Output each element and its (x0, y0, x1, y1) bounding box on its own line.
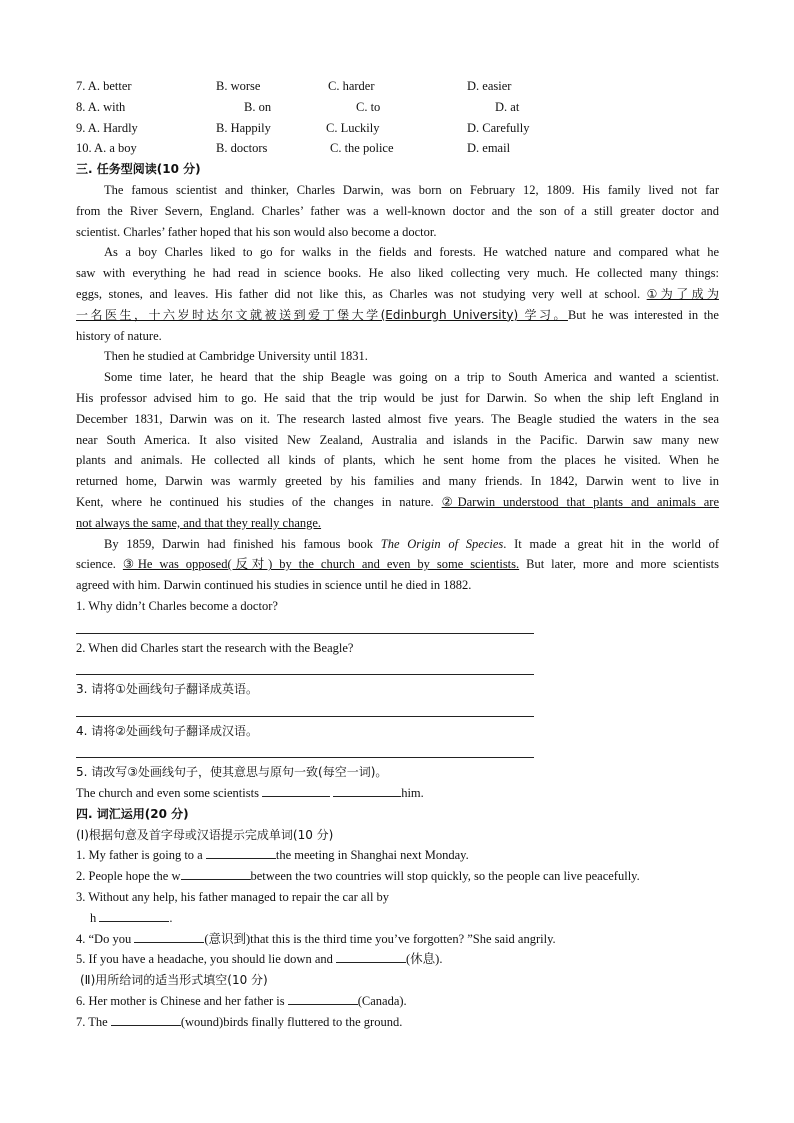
item-text: 7. The (76, 1014, 108, 1029)
question-3: 3. 请将①处画线句子翻译成英语。 (76, 682, 259, 697)
answer-line-4[interactable] (76, 742, 719, 763)
passage-line: plants and animals. He collected all kinds of plants, which he sent home from the places he visited. When he (76, 453, 719, 468)
vocab-item-2 (76, 866, 719, 887)
passage-line (76, 554, 719, 575)
vocab-item-1 (76, 845, 719, 866)
passage-line: history of nature. (76, 328, 162, 343)
option-d: D. at (495, 99, 520, 114)
mcq-row-7 (76, 76, 719, 97)
fill-blank[interactable] (336, 950, 406, 963)
question-5-fill (76, 783, 719, 804)
question-4: 4. 请将②处画线句子翻译成汉语。 (76, 723, 259, 738)
book-title: The Origin of Species (380, 536, 504, 551)
passage-line: The famous scientist and thinker, Charles Darwin, was born on February 12, 1809. His family lived not far (104, 182, 719, 197)
vocab-item-3: 3. Without any help, his father managed to repair the car all by (76, 890, 390, 905)
item-text: 5. If you have a headache, you should lie down and (76, 952, 333, 967)
option-a: 9. A. Hardly (76, 120, 138, 135)
option-b: B. Happily (216, 120, 271, 135)
passage-line: agreed with him. Darwin continued his studies in science until he died in 1882. (76, 578, 472, 593)
passage-line: returned home, Darwin was warmly greeted by his families and many friends. In 1842, Darwin went to live in (76, 474, 719, 489)
vocab-item-6 (76, 991, 719, 1012)
mcq-row-10 (76, 138, 719, 159)
item-text: (Canada). (357, 994, 407, 1009)
fill-blank-1[interactable] (262, 784, 330, 797)
option-d: D. easier (467, 79, 512, 93)
section-3-heading: 三. 任务型阅读(10 分) (76, 162, 201, 177)
passage-text: But later, more and more scientists (519, 557, 719, 572)
passage-text: science. (76, 557, 123, 572)
fill-blank-2[interactable] (333, 784, 401, 797)
passage-text: Kent, where he continued his studies of the changes in nature. (76, 494, 442, 509)
answer-line-3[interactable] (76, 700, 719, 721)
underlined-sentence-1: ①为了成为 (646, 286, 719, 301)
item-text: 2. People hope the w (76, 869, 181, 884)
fill-blank[interactable] (206, 846, 276, 859)
option-c: C. Luckily (326, 120, 380, 135)
passage-line: from the River Severn, England. Charles’ father was a well-known doctor and the son of a still greater doctor and (76, 203, 719, 218)
question-1: 1. Why didn’t Charles become a doctor? (76, 598, 278, 613)
item-text: 1. My father is going to a (76, 848, 203, 863)
underlined-sentence-2: ②Darwin understood that plants and animals are (441, 494, 719, 509)
fill-blank[interactable] (181, 867, 251, 880)
option-c: C. to (356, 99, 381, 114)
item-text: (wound)birds finally fluttered to the ground. (180, 1014, 403, 1029)
passage-line: near South America. It also visited New Zealand, Australia and islands in the Pacific. Darwin saw many new (76, 432, 719, 447)
passage-line: As a boy Charles liked to go for walks in the fields and forests. He watched nature and compared what he (104, 245, 719, 260)
passage-line: December 1831, Darwin was on it. The research lasted almost five years. The Beagle studied the waters in the sea (76, 411, 719, 426)
passage-line: His professor advised him to go. He said that the trip would be just for Darwin. So when the ship left England in (76, 390, 719, 405)
option-d: D. Carefully (467, 120, 530, 135)
option-c: C. the police (330, 141, 394, 156)
part-2-instructions: (Ⅱ)用所给词的适当形式填空(10 分) (80, 973, 268, 988)
document-page (76, 76, 719, 1033)
fill-text: The church and even some scientists (76, 786, 259, 801)
item-text: . (169, 910, 173, 925)
item-text: (休息). (406, 952, 443, 967)
passage-line: scientist. Charles’ father hoped that his son would also become a doctor. (76, 224, 437, 239)
part-1-instructions: (Ⅰ)根据句意及首字母或汉语提示完成单词(10 分) (76, 827, 334, 842)
vocab-item-5 (76, 949, 719, 970)
vocab-item-7 (76, 1012, 719, 1033)
answer-line-1[interactable] (76, 617, 719, 638)
option-b: B. doctors (216, 141, 268, 156)
option-d: D. email (467, 141, 511, 156)
fill-blank[interactable] (99, 909, 169, 922)
mcq-row-8 (76, 97, 719, 118)
passage-line (76, 534, 719, 555)
item-text: (意识到)that this is the third time you’ve forgotten? ”She said angrily. (204, 931, 556, 946)
passage-line: saw with everything he had read in science books. He also liked collecting very much. He collected many things: (76, 266, 719, 281)
underlined-sentence-2-cont: not always the same, and that they really change. (76, 515, 322, 530)
fill-blank[interactable] (134, 930, 204, 943)
passage-line (76, 513, 719, 534)
option-c: C. harder (328, 79, 375, 93)
underlined-sentence-1-cont: 一名医生，十六岁时达尔文就被送到爱丁堡大学(Edinburgh University) 学习。 (76, 307, 568, 322)
item-text: between the two countries will stop quickly, so the people can live peacefully. (250, 869, 640, 884)
question-5: 5. 请改写③处画线句子，使其意思与原句一致(每空一词)。 (76, 765, 388, 780)
fill-text: him. (401, 786, 424, 801)
item-text: the meeting in Shanghai next Monday. (275, 848, 469, 863)
fill-blank[interactable] (111, 1013, 181, 1026)
passage-line: Then he studied at Cambridge University until 1831. (104, 349, 368, 364)
section-4-heading: 四. 词汇运用(20 分) (76, 806, 189, 821)
underlined-sentence-3: ③He was opposed(反对) by the church and even by some scientists. (122, 557, 520, 572)
item-text: h (90, 910, 97, 925)
passage-text: But he was interested in the (567, 307, 719, 322)
question-2: 2. When did Charles start the research with the Beagle? (76, 640, 354, 655)
option-b: B. on (244, 99, 272, 114)
passage-line (76, 492, 719, 513)
passage-text: . It made a great hit in the world of (503, 536, 719, 551)
passage-line (76, 305, 719, 326)
answer-line-2[interactable] (76, 658, 719, 679)
passage-line (76, 284, 719, 305)
option-b: B. worse (216, 79, 261, 93)
passage-text: By 1859, Darwin had finished his famous book (104, 536, 381, 551)
item-text: 6. Her mother is Chinese and her father is (76, 994, 285, 1009)
item-text: 4. “Do you (76, 931, 132, 946)
option-a: 10. A. a boy (76, 141, 137, 156)
option-a: 8. A. with (76, 99, 126, 114)
vocab-item-4 (76, 929, 719, 950)
option-a: 7. A. better (76, 79, 132, 93)
passage-text: eggs, stones, and leaves. His father did not like this, as Charles was not studying very well at school. (76, 286, 647, 301)
mcq-row-9 (76, 118, 719, 139)
fill-blank[interactable] (288, 992, 358, 1005)
vocab-item-3-cont (76, 908, 719, 929)
passage-line: Some time later, he heard that the ship Beagle was going on a trip to South America and wanted a scientist. (104, 370, 719, 385)
